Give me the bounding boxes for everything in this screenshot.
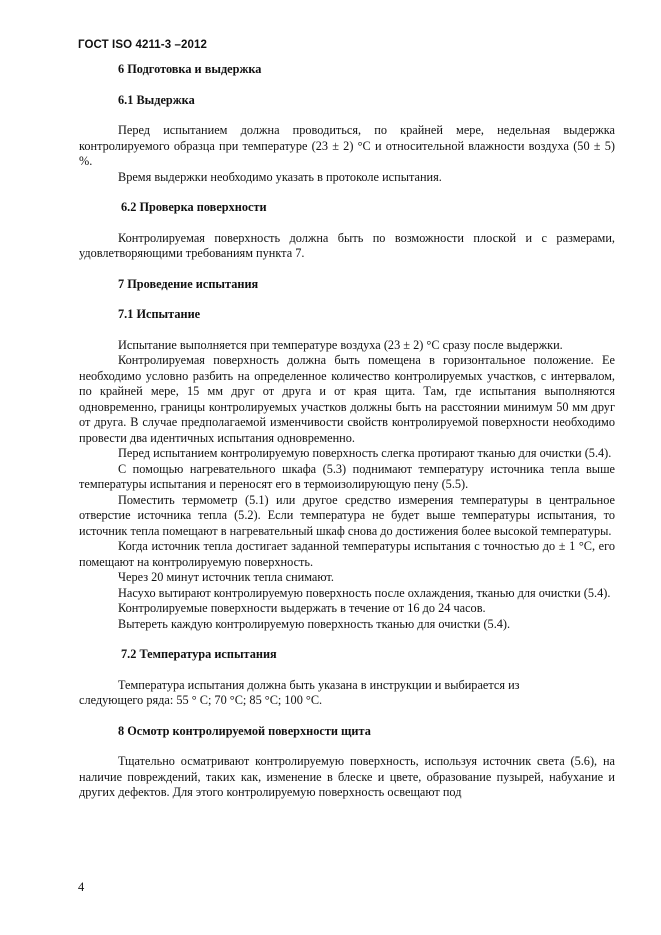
section-7-1-paragraph-2: Контролируемая поверхность должна быть помещена в горизонтальное положение. Ее необходимо условно разбить на определенное количество контролируемых участков, с интервалом, по крайней мере, 15 мм друг от друга и от края щита. Там, где испытания выполняются одновременно, границы контролируемых участков должны быть на расстоянии минимум 50 мм друг от друга. В случае предполагаемой изменчивости свойств контролируемой поверхности необходимо провести два идентичных испытания одновременно. (79, 353, 615, 445)
section-7-1-paragraph-3: Перед испытанием контролируемую поверхность слегка протирают тканью для очистки (5.4). (118, 446, 612, 460)
section-8-paragraph-1: Тщательно осматривают контролируемую поверхность, используя источник света (5.6), на наличие повреждений, таких как, изменение в блеске и цвете, образование пузырей, набухание и других дефектов. Для этого контролируемую поверхность освещают под (79, 754, 615, 799)
section-7-1-paragraph-7: Через 20 минут источник тепла снимают. (118, 570, 334, 584)
standard-header: ГОСТ ISO 4211-3 –2012 (78, 39, 208, 51)
section-7-1-paragraph-1: Испытание выполняется при температуре воздуха (23 ± 2) °С сразу после выдержки. (118, 337, 563, 352)
section-7-1-paragraph-4: С помощью нагревательного шкафа (5.3) поднимают температуру источника тепла выше температуры испытания и переносят его в термоизолирующую пену (5.5). (79, 461, 615, 491)
section-7-1-paragraph-5: Поместить термометр (5.1) или другое средство измерения температуры в центральное отверстие источника тепла (5.2). Если температура не будет выше температуры испытания, то источник тепла помещают в нагревательный шкаф снова до достижения более высокой температуры. (79, 492, 615, 538)
section-7-2-title: 7.2 Температура испытания (121, 647, 277, 661)
section-7-2-paragraph-1-line-2: следующего ряда: 55 ° С; 70 °С; 85 °С; 100 °С. (79, 693, 323, 707)
section-7-1-paragraph-6: Когда источник тепла достигает заданной температуры испытания с точностью до ± 1 °С, его помещают на контролируемую поверхность. (79, 539, 615, 569)
section-6-2-title: 6.2 Проверка поверхности (121, 200, 267, 214)
section-7-2-paragraph-1-line-1: Температура испытания должна быть указана в инструкции и выбирается из (118, 677, 520, 692)
section-7-1-paragraph-10: Вытереть каждую контролируемую поверхность тканью для очистки (5.4). (118, 616, 511, 631)
document-body (79, 62, 615, 801)
section-6-2-paragraph-1: Контролируемая поверхность должна быть по возможности плоской и с размерами, удовлетворяющими требованиям пункта 7. (79, 230, 615, 260)
section-6-1-title: 6.1 Выдержка (118, 92, 195, 107)
section-7-title: 7 Проведение испытания (118, 276, 259, 291)
section-6-title: 6 Подготовка и выдержка (118, 62, 262, 76)
section-6-1-paragraph-2: Время выдержки необходимо указать в протоколе испытания. (118, 169, 442, 184)
section-6-1-paragraph-1: Перед испытанием должна проводиться, по крайней мере, недельная выдержка контролируемого образца при температуре (23 ± 2) °С и относительной влажности воздуха (50 ± 5) %. (79, 123, 615, 168)
section-8-title: 8 Осмотр контролируемой поверхности щита (118, 723, 371, 738)
section-7-1-paragraph-9: Контролируемые поверхности выдержать в течение от 16 до 24 часов. (118, 601, 486, 615)
section-7-1-title: 7.1 Испытание (118, 307, 201, 321)
page-number: 4 (78, 880, 85, 894)
section-7-1-paragraph-8: Насухо вытирают контролируемую поверхность после охлаждения, тканью для очистки (5.4). (118, 585, 611, 600)
